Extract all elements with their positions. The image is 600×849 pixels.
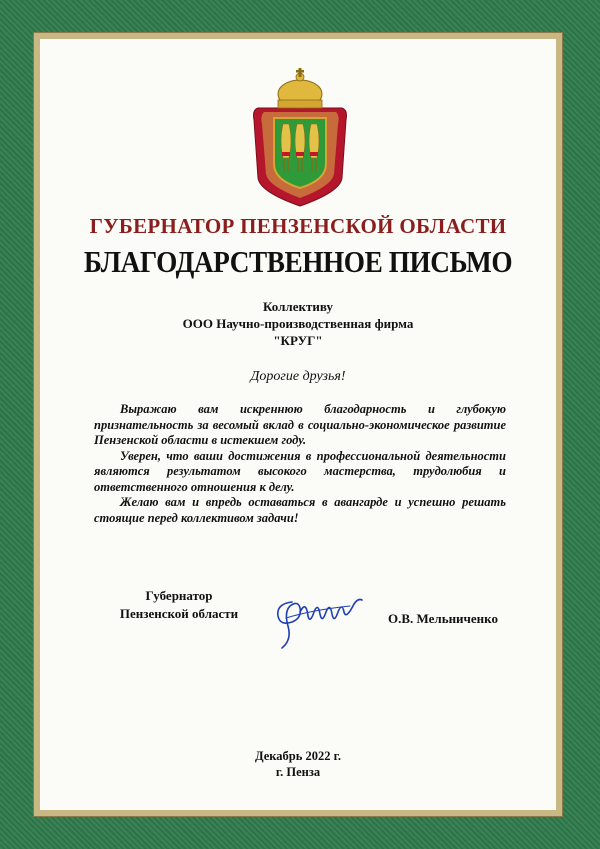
addressee-line-1: Коллективу	[263, 299, 333, 314]
addressee-line-3: "КРУГ"	[273, 333, 323, 348]
position-line-2: Пензенской области	[119, 606, 239, 621]
letter-body	[94, 402, 506, 526]
addressee-block	[40, 298, 556, 349]
addressee-line-2: ООО Научно-производственная фирма	[182, 316, 414, 331]
position-line-1: Губернатор	[145, 588, 213, 603]
greeting: Дорогие друзья!	[250, 369, 346, 384]
signatory-name: О.В. Мельниченко	[388, 611, 498, 626]
letter-place: г. Пенза	[275, 765, 321, 779]
date-place-block	[40, 748, 556, 780]
signatory-position	[94, 587, 264, 623]
authority-title: ГУБЕРНАТОР ПЕНЗЕНСКОЙ ОБЛАСТИ	[89, 214, 507, 238]
body-paragraph-1: Выражаю вам искреннюю благодарность и глубокую признательность за весомый вклад в социально-экономическое развитие Пензенской области в истекшем году.	[94, 402, 506, 447]
handwritten-signature-icon	[262, 582, 372, 652]
body-paragraph-2: Уверен, что ваши достижения в профессиональной деятельности являются результатом высокого мастерства, трудолюбия и ответственного отношения к делу.	[94, 448, 506, 494]
coat-of-arms-icon	[250, 60, 350, 210]
letter-date: Декабрь 2022 г.	[254, 749, 342, 763]
body-paragraph-3: Желаю вам и впредь оставаться в авангарде и успешно решать стоящие перед коллективом задачи!	[94, 495, 506, 525]
document-title: БЛАГОДАРСТВЕННОЕ ПИСЬМО	[83, 244, 513, 279]
